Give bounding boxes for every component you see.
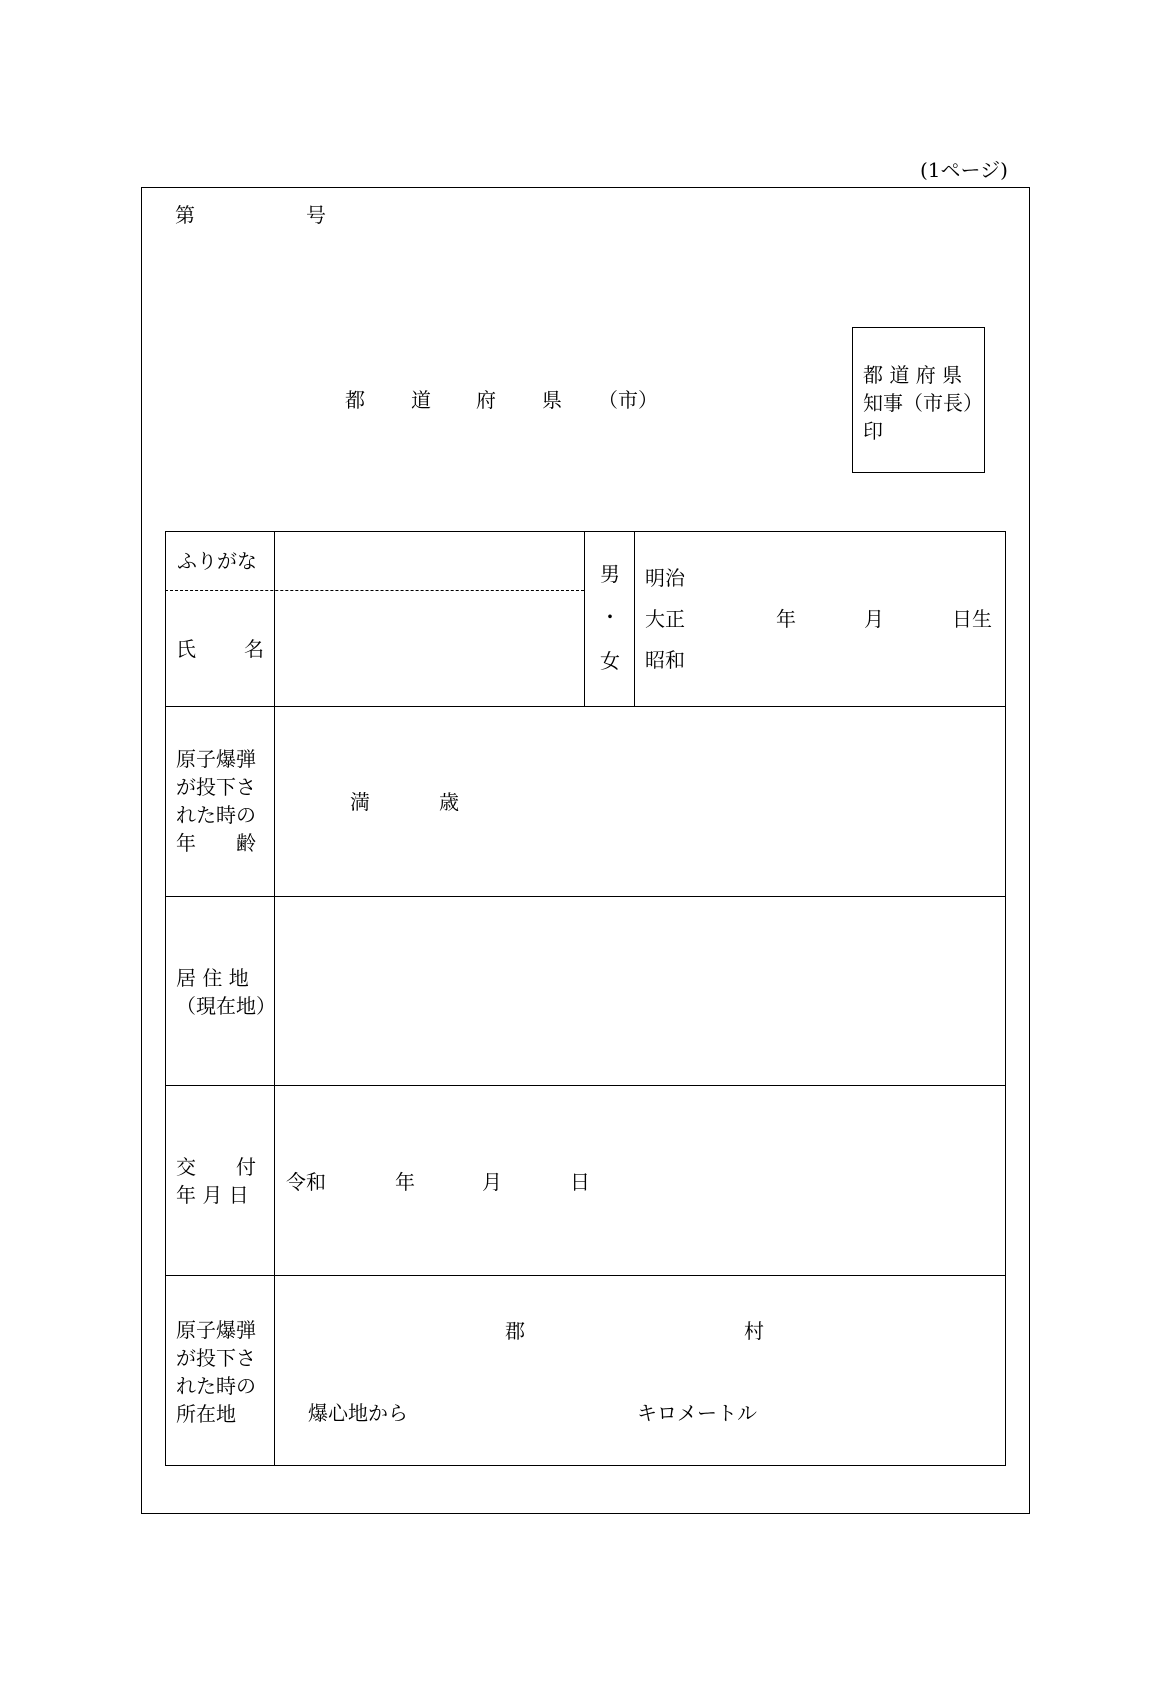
number-suffix: 号 xyxy=(306,203,326,227)
residence-input[interactable] xyxy=(285,905,995,1075)
label-line: が投下さ xyxy=(176,775,256,799)
label-line: 年 月 日 xyxy=(176,1183,249,1207)
seal-box xyxy=(852,327,985,473)
label-line: 居 住 地 xyxy=(176,966,249,990)
age-label xyxy=(176,745,264,857)
issuer-char-1: 都 xyxy=(345,388,365,412)
issue-month: 月 xyxy=(482,1170,502,1194)
issue-year: 年 xyxy=(395,1170,415,1194)
label-line: 交 付 xyxy=(176,1155,256,1179)
location-label xyxy=(176,1316,264,1428)
issuer-char-2: 道 xyxy=(411,388,431,412)
issue-date-label xyxy=(176,1153,264,1209)
sex-male[interactable]: 男 xyxy=(600,562,620,586)
divider xyxy=(165,896,1006,897)
page-label: (1ページ) xyxy=(920,158,1008,182)
era-meiji[interactable]: 明治 xyxy=(645,566,685,590)
divider xyxy=(165,1085,1006,1086)
label-line: れた時の xyxy=(176,1374,256,1398)
location-county: 郡 xyxy=(505,1319,525,1343)
birth-day: 日生 xyxy=(952,607,992,631)
issuer-char-3: 府 xyxy=(476,388,496,412)
divider xyxy=(165,1275,1006,1276)
era-taisho[interactable]: 大正 xyxy=(645,607,685,631)
number-prefix: 第 xyxy=(175,203,195,227)
seal-line: 都 道 府 県 xyxy=(863,363,963,387)
residence-label xyxy=(176,964,276,1020)
age-prefix: 満 xyxy=(350,790,370,814)
birth-year: 年 xyxy=(776,607,796,631)
seal-line: 印 xyxy=(863,419,883,443)
label-line: 原子爆弾 xyxy=(176,1318,256,1342)
label-line: （現在地） xyxy=(176,994,276,1018)
furigana-divider xyxy=(165,590,584,591)
name-label xyxy=(176,635,264,663)
age-suffix: 歳 xyxy=(439,790,459,814)
label-line: 所在地 xyxy=(176,1402,236,1426)
furigana-label: ふりがな xyxy=(177,549,257,573)
birth-month: 月 xyxy=(864,607,884,631)
sex-dot: ・ xyxy=(600,605,620,629)
location-unit: キロメートル xyxy=(637,1401,757,1425)
location-village: 村 xyxy=(744,1319,764,1343)
name-input[interactable] xyxy=(285,600,580,700)
furigana-input[interactable] xyxy=(285,550,580,586)
location-from: 爆心地から xyxy=(308,1401,408,1425)
era-showa[interactable]: 昭和 xyxy=(645,648,685,672)
issue-day: 日 xyxy=(570,1170,590,1194)
sex-female[interactable]: 女 xyxy=(600,649,620,673)
issuer-char-4: 県 xyxy=(542,388,562,412)
divider xyxy=(634,531,635,707)
label-line: が投下さ xyxy=(176,1346,256,1370)
label-line: 年 齢 xyxy=(176,831,256,855)
name-label-2: 名 xyxy=(244,637,264,661)
name-label-1: 氏 xyxy=(176,637,196,661)
seal-line: 知事（市長） xyxy=(863,391,983,415)
divider xyxy=(165,706,1006,707)
label-line: れた時の xyxy=(176,803,256,827)
issuer-city: （市） xyxy=(598,388,658,412)
issue-era: 令和 xyxy=(286,1170,326,1194)
label-line: 原子爆弾 xyxy=(176,747,256,771)
divider xyxy=(584,531,585,707)
